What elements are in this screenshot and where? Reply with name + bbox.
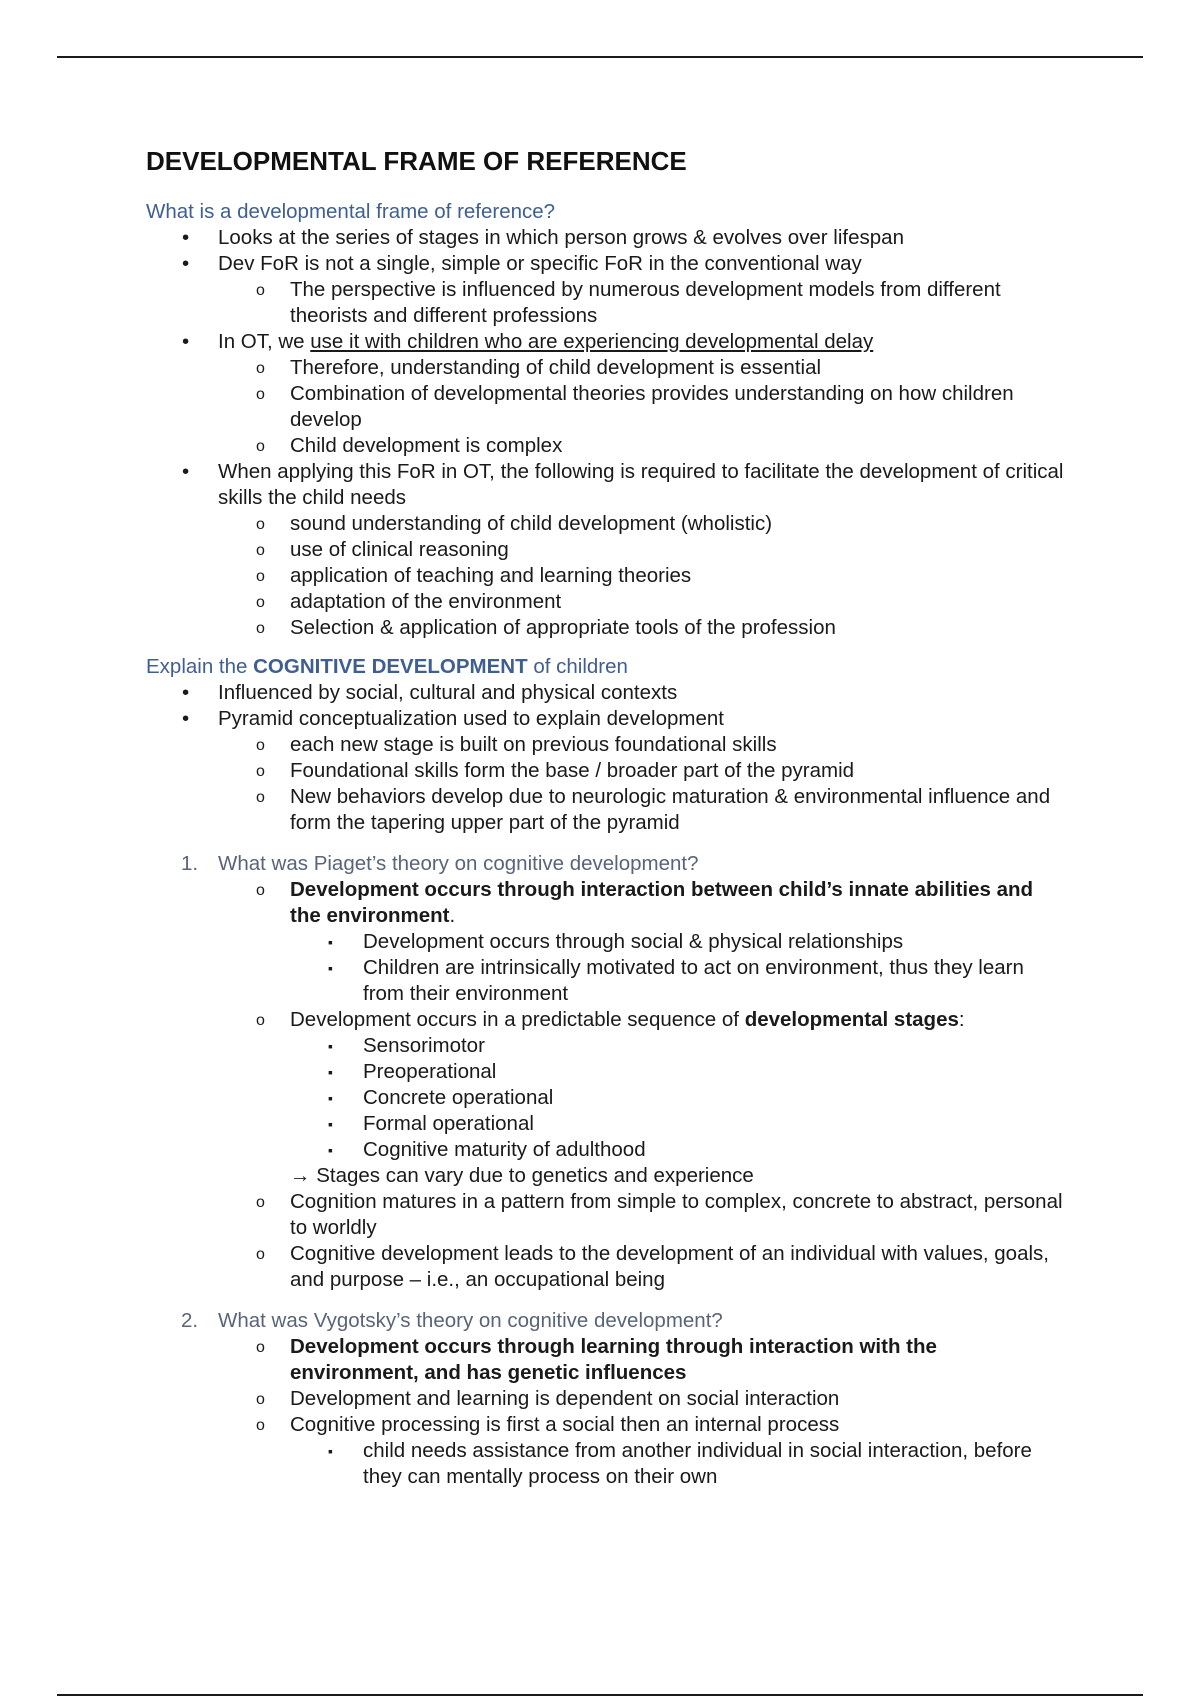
circle-marker: o — [256, 438, 265, 455]
section-heading-cognitive: Explain the COGNITIVE DEVELOPMENT of children — [146, 655, 628, 678]
stage-item: ▪ Formal operational — [328, 1112, 534, 1135]
bullet-marker: • — [182, 707, 190, 730]
circle-marker: o — [256, 568, 265, 585]
question-number: 2. — [181, 1309, 199, 1332]
circle-marker: o — [256, 542, 265, 559]
sub-list-item: o Cognitive development leads to the development of an individual with values, goals, and purpose – i.e., an occupational being — [256, 1242, 1049, 1291]
sub-list-item: o Foundational skills form the base / broader part of the pyramid — [146, 758, 1066, 784]
circle-marker: o — [256, 594, 265, 611]
bullet-marker: • — [182, 460, 190, 483]
sub-list-item: o New behaviors develop due to neurologic maturation & environmental influence and form the tapering upper part of the pyramid — [256, 785, 1051, 834]
circle-marker: o — [256, 763, 265, 780]
top-rule — [57, 56, 1143, 58]
sub-list-item: o Selection & application of appropriate tools of the profession — [146, 615, 1066, 641]
bullet-marker: • — [182, 330, 190, 353]
bullet-marker: • — [182, 252, 190, 275]
sub-sub-list-item: ▪ Development occurs through social & physical relationships — [328, 930, 904, 953]
list-item: • Looks at the series of stages in which person grows & evolves over lifespan — [182, 226, 904, 249]
sub-list-item: o Development occurs through learning through interaction with the environment, and has genetic influences — [256, 1335, 937, 1384]
square-marker: ▪ — [328, 934, 333, 950]
stage-item: ▪ Cognitive maturity of adulthood — [328, 1138, 646, 1161]
list-item: • Pyramid conceptualization used to explain development — [182, 707, 724, 730]
square-marker: ▪ — [328, 1116, 333, 1132]
stage-item: ▪ Preoperational — [328, 1060, 497, 1083]
sub-list-item: o use of clinical reasoning — [146, 537, 1066, 563]
sub-list-item: o Cognition matures in a pattern from simple to complex, concrete to abstract, personal to worldly — [256, 1190, 1063, 1239]
square-marker: ▪ — [328, 1090, 333, 1106]
circle-marker: o — [256, 516, 265, 533]
sub-list-item: o Child development is complex — [146, 433, 1066, 459]
stage-item: ▪ Sensorimotor — [328, 1034, 485, 1057]
numbered-question-piaget: 1. What was Piaget’s theory on cognitive development? — [181, 852, 699, 875]
circle-marker: o — [256, 360, 265, 377]
circle-marker: o — [256, 1417, 265, 1434]
bullet-marker: • — [182, 681, 190, 704]
sub-list-item: o Development occurs through interaction between child’s innate abilities and the environment. — [256, 878, 1034, 927]
square-marker: ▪ — [328, 1142, 333, 1158]
sub-list-item: o The perspective is influenced by numerous development models from different theorists and different professions — [256, 278, 1001, 327]
section-heading-dev-for: What is a developmental frame of reference? — [146, 200, 556, 223]
circle-marker: o — [256, 386, 265, 403]
bullet-marker: • — [182, 226, 190, 249]
list-item: • Dev FoR is not a single, simple or specific FoR in the conventional way — [182, 252, 862, 275]
sub-list-item: o Combination of developmental theories provides understanding on how children develop — [256, 382, 1014, 431]
sub-list-item: o Development occurs in a predictable sequence of developmental stages: — [146, 1007, 1066, 1033]
numbered-question-vygotsky: 2. What was Vygotsky’s theory on cognitive development? — [181, 1309, 723, 1332]
document-body — [146, 144, 1066, 1490]
list-item: • Influenced by social, cultural and physical contexts — [182, 681, 678, 704]
page-title: DEVELOPMENTAL FRAME OF REFERENCE — [146, 146, 687, 176]
circle-marker: o — [256, 1246, 265, 1263]
square-marker: ▪ — [328, 960, 333, 976]
square-marker: ▪ — [328, 1064, 333, 1080]
sub-list-item: o each new stage is built on previous foundational skills — [146, 732, 1066, 758]
square-marker: ▪ — [328, 1443, 333, 1459]
sub-list-item: o Development and learning is dependent on social interaction — [146, 1386, 1066, 1412]
sub-sub-list-item: ▪ child needs assistance from another individual in social interaction, before they can mentally process on their own — [328, 1439, 1032, 1488]
list-item: • In OT, we use it with children who are experiencing developmental delay — [182, 330, 874, 353]
sub-list-item: o Cognitive processing is first a social then an internal process — [146, 1412, 1066, 1438]
circle-marker: o — [256, 737, 265, 754]
sub-list-item: o sound understanding of child development (wholistic) — [146, 511, 1066, 537]
stage-item: ▪ Concrete operational — [328, 1086, 554, 1109]
circle-marker: o — [256, 282, 265, 299]
sub-list-item: o Therefore, understanding of child development is essential — [146, 355, 1066, 381]
sub-sub-list-item: ▪ Children are intrinsically motivated to act on environment, thus they learn from their environment — [328, 956, 1024, 1005]
circle-marker: o — [256, 1391, 265, 1408]
underlined-text: use it with children who are experiencing developmental delay — [310, 330, 874, 353]
square-marker: ▪ — [328, 1038, 333, 1054]
circle-marker: o — [256, 789, 265, 806]
circle-marker: o — [256, 1012, 265, 1029]
circle-marker: o — [256, 1339, 265, 1356]
circle-marker: o — [256, 620, 265, 637]
sub-list-item: o application of teaching and learning theories — [146, 563, 1066, 589]
list-item: • When applying this FoR in OT, the following is required to facilitate the development of critical skills the child needs — [182, 460, 1064, 509]
arrow-note: → Stages can vary due to genetics and experience — [290, 1164, 754, 1187]
question-number: 1. — [181, 852, 199, 875]
circle-marker: o — [256, 1194, 265, 1211]
sub-list-item: o adaptation of the environment — [146, 589, 1066, 615]
bottom-rule — [57, 1694, 1143, 1696]
circle-marker: o — [256, 882, 265, 899]
